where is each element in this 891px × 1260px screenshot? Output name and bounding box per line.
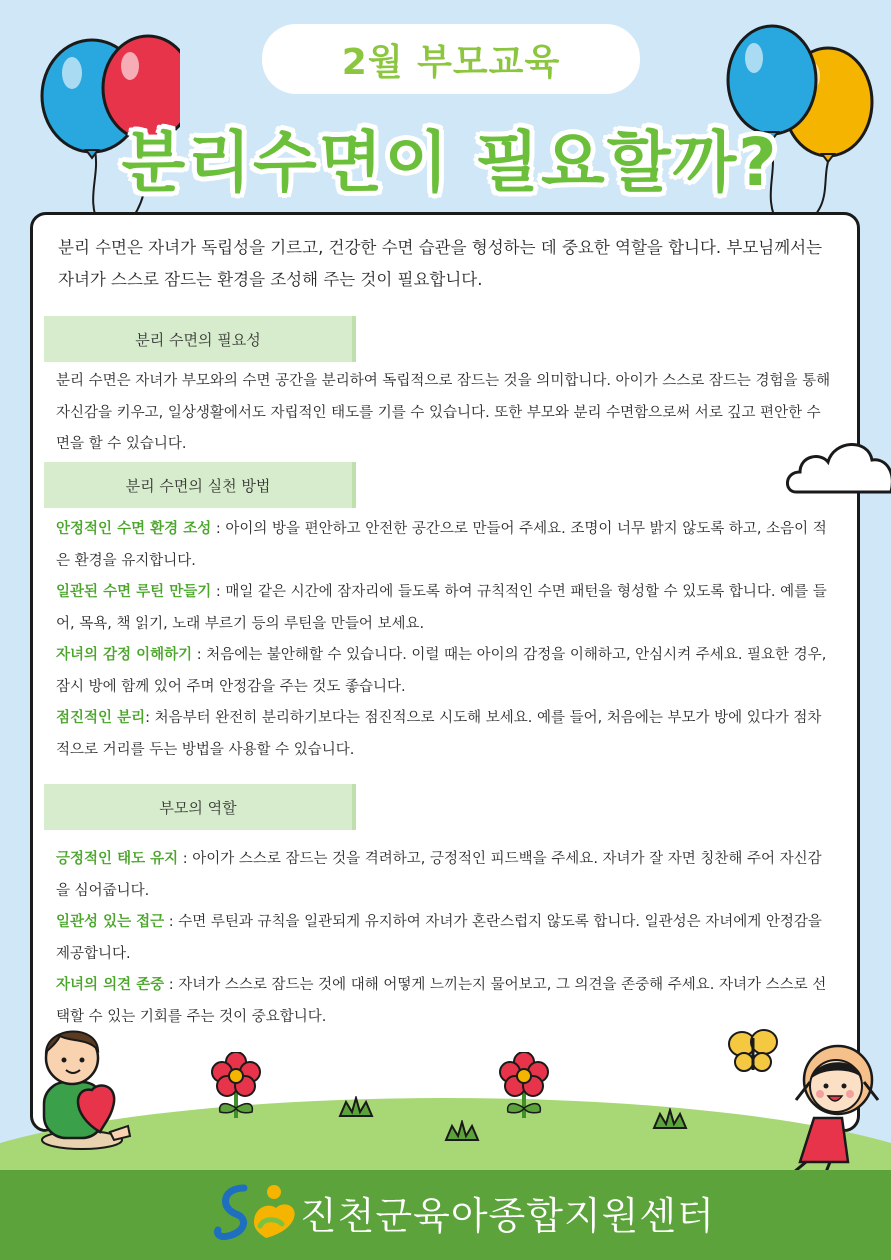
list-item	[56, 907, 834, 970]
intro-paragraph: 분리 수면은 자녀가 독립성을 기르고, 건강한 수면 습관을 형성하는 데 중요한 역할을 합니다. 부모님께서는 자녀가 스스로 잠드는 환경을 조성해 주는 것이 필요합니다.	[58, 238, 823, 289]
item-text: 처음부터 완전히 분리하기보다는 점진적으로 시도해 보세요. 예를 들어, 처음에는 부모가 방에 있다가 점차적으로 거리를 두는 방법을 사용할 수 있습니다.	[56, 710, 822, 758]
subtitle-text: 2월 부모교육	[341, 41, 561, 83]
section-heading-text: 부모의 역할	[159, 798, 237, 817]
item-separator: :	[211, 584, 226, 600]
item-keyword: 점진적인 분리	[56, 710, 146, 726]
item-text: 매일 같은 시간에 잠자리에 들도록 하여 규칙적인 수면 패턴을 형성할 수 있도록 합니다. 예를 들어, 목욕, 책 읽기, 노래 부르기 등의 루틴을 만들어 보세요.	[56, 584, 827, 632]
item-keyword: 자녀의 감정 이해하기	[56, 647, 193, 663]
list-item	[56, 514, 834, 577]
item-keyword: 긍정적인 태도 유지	[56, 851, 179, 867]
section-body-necessity: 분리 수면은 자녀가 부모와의 수면 공간을 분리하여 독립적으로 잠드는 것을 의미합니다. 아이가 스스로 잠드는 경험을 통해 자신감을 키우고, 일상생활에서도 자립적인 태도를 기를 수 있습니다. 또한 부모와 분리 수면함으로써 서로 깊고 편안한 수면을 할 수 있습니다.	[56, 373, 831, 452]
grass-tuft-icon	[652, 1108, 688, 1130]
list-item	[56, 640, 834, 703]
item-separator: :	[211, 521, 226, 537]
item-text: 수면 루틴과 규칙을 일관되게 유지하여 자녀가 혼란스럽지 않도록 합니다. 일관성은 자녀에게 안정감을 제공합니다.	[56, 914, 822, 962]
item-keyword: 일관된 수면 루틴 만들기	[56, 584, 212, 600]
grass-tuft-icon	[444, 1120, 480, 1142]
grass-tuft-icon	[338, 1096, 374, 1118]
org-name: 진천군육아종합지원센터	[300, 1193, 715, 1238]
item-keyword: 안정적인 수면 환경 조성	[56, 521, 212, 537]
item-separator: :	[164, 914, 179, 930]
list-item	[56, 970, 834, 1033]
section-heading-text: 분리 수면의 실천 방법	[125, 476, 271, 495]
girl-with-hat-icon	[786, 1022, 891, 1172]
section-heading-necessity	[44, 316, 356, 362]
item-keyword: 일관성 있는 접근	[56, 914, 165, 930]
item-separator: :	[192, 647, 207, 663]
flower-icon	[208, 1052, 264, 1120]
subtitle-banner	[262, 24, 640, 94]
item-text: 자녀가 스스로 잠드는 것에 대해 어떻게 느끼는지 물어보고, 그 의견을 존중해 주세요. 자녀가 스스로 선택할 수 있는 기회를 주는 것이 중요합니다.	[56, 977, 827, 1025]
section-body-practice	[56, 514, 834, 766]
org-logo	[214, 1178, 300, 1244]
boy-with-heart-icon	[30, 1020, 134, 1150]
item-separator: :	[164, 977, 179, 993]
section-heading-parent-role	[44, 784, 356, 830]
list-item	[56, 577, 834, 640]
item-separator: :	[178, 851, 193, 867]
section-heading-practice	[44, 462, 356, 508]
page-title: 분리수면이 필요할까?	[121, 123, 779, 201]
butterfly-icon	[726, 1028, 780, 1076]
section-body-parent-role	[56, 844, 834, 1033]
list-item	[56, 844, 834, 907]
item-text: 아이가 스스로 잠드는 것을 격려하고, 긍정적인 피드백을 주세요. 자녀가 잘 자면 칭찬해 주어 자신감을 심어줍니다.	[56, 851, 822, 899]
cloud-icon	[786, 432, 891, 498]
item-keyword: 자녀의 의견 존중	[56, 977, 165, 993]
item-separator: :	[145, 710, 155, 726]
item-text: 처음에는 불안해할 수 있습니다. 이럴 때는 아이의 감정을 이해하고, 안심시켜 주세요. 필요한 경우, 잠시 방에 함께 있어 주며 안정감을 주는 것도 좋습니다.	[56, 647, 827, 695]
item-text: 아이의 방을 편안하고 안전한 공간으로 만들어 주세요. 조명이 너무 밝지 않도록 하고, 소음이 적은 환경을 유지합니다.	[56, 521, 827, 569]
list-item	[56, 703, 834, 766]
flower-icon	[496, 1052, 552, 1120]
section-heading-text: 분리 수면의 필요성	[135, 330, 261, 349]
